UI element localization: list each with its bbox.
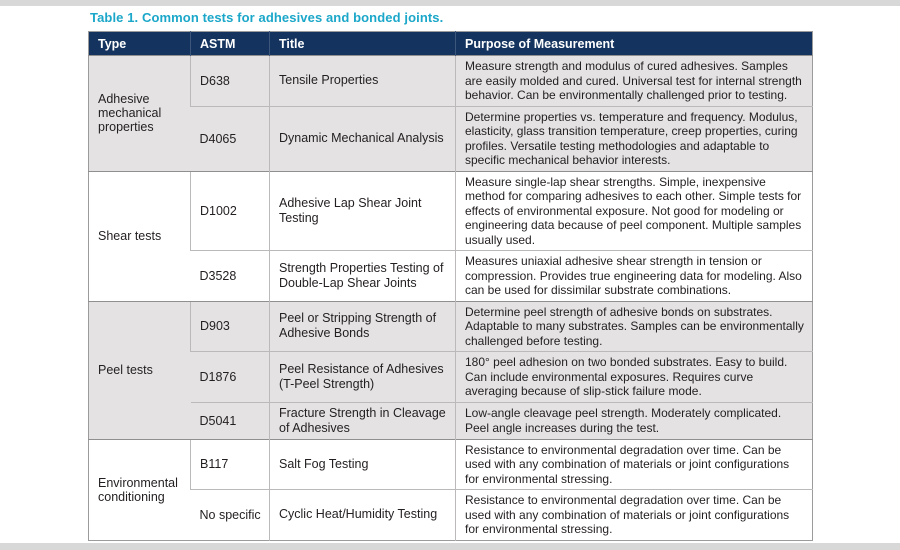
purpose-cell: Resistance to environmental degradation over time. Can be used with any combination of materials or joint configurations for environmental stressing.	[456, 439, 813, 490]
purpose-cell: Determine peel strength of adhesive bonds on substrates. Adaptable to many substrates. Samples can be environmentally challenged before testing.	[456, 301, 813, 352]
adhesive-tests-table	[88, 31, 813, 541]
title-cell: Cyclic Heat/Humidity Testing	[270, 490, 456, 541]
title-cell: Adhesive Lap Shear Joint Testing	[270, 171, 456, 251]
astm-cell: D5041	[191, 402, 270, 439]
bottom-border-strip	[0, 543, 900, 550]
astm-cell: D4065	[191, 106, 270, 171]
type-cell: Adhesive mechanical properties	[89, 56, 191, 172]
top-border-strip	[0, 0, 900, 6]
astm-cell: D1002	[191, 171, 270, 251]
type-cell: Environmental conditioning	[89, 439, 191, 540]
table-row	[89, 171, 813, 251]
table-row	[89, 251, 813, 302]
column-header-purpose-of-measurement: Purpose of Measurement	[456, 32, 813, 56]
purpose-cell: Measures uniaxial adhesive shear strength in tension or compression. Provides true engineering data for modeling. Also can be used for dissimilar substrate combinations.	[456, 251, 813, 302]
astm-cell: D638	[191, 56, 270, 107]
astm-cell: D903	[191, 301, 270, 352]
table-row	[89, 402, 813, 439]
purpose-cell: Measure single-lap shear strengths. Simple, inexpensive method for comparing adhesives to each other. Simple tests for effects of environmental exposure. Not good for modeling or engineering data because of peel component. Multiple samples usually used.	[456, 171, 813, 251]
title-cell: Fracture Strength in Cleavage of Adhesives	[270, 402, 456, 439]
type-cell: Peel tests	[89, 301, 191, 439]
title-cell: Strength Properties Testing of Double-Lap Shear Joints	[270, 251, 456, 302]
astm-cell: D3528	[191, 251, 270, 302]
table-row	[89, 490, 813, 541]
column-header-title: Title	[270, 32, 456, 56]
title-cell: Dynamic Mechanical Analysis	[270, 106, 456, 171]
title-cell: Tensile Properties	[270, 56, 456, 107]
purpose-cell: Low-angle cleavage peel strength. Moderately complicated. Peel angle increases during the test.	[456, 402, 813, 439]
table-row	[89, 56, 813, 107]
astm-cell: No specific	[191, 490, 270, 541]
astm-cell: B117	[191, 439, 270, 490]
type-cell: Shear tests	[89, 171, 191, 301]
table-row	[89, 352, 813, 403]
column-header-type: Type	[89, 32, 191, 56]
table-header-row	[89, 32, 813, 56]
table-row	[89, 106, 813, 171]
purpose-cell: Measure strength and modulus of cured adhesives. Samples are easily molded and cured. Universal test for internal strength behavior. Can be environmentally challenged prior to testing.	[456, 56, 813, 107]
astm-cell: D1876	[191, 352, 270, 403]
purpose-cell: 180° peel adhesion on two bonded substrates. Easy to build. Can include environmental exposures. Requires curve averaging because of slip-stick failure mode.	[456, 352, 813, 403]
column-header-astm: ASTM	[191, 32, 270, 56]
title-cell: Salt Fog Testing	[270, 439, 456, 490]
table-caption: Table 1. Common tests for adhesives and bonded joints.	[90, 10, 444, 25]
title-cell: Peel or Stripping Strength of Adhesive Bonds	[270, 301, 456, 352]
purpose-cell: Determine properties vs. temperature and frequency. Modulus, elasticity, glass transition temperature, creep properties, curing profiles. Versatile testing methodologies and adaptable to specific mechanical behavior interests.	[456, 106, 813, 171]
table-row	[89, 439, 813, 490]
table-row	[89, 301, 813, 352]
purpose-cell: Resistance to environmental degradation over time. Can be used with any combination of materials or joint configurations for environmental stressing.	[456, 490, 813, 541]
title-cell: Peel Resistance of Adhesives (T-Peel Strength)	[270, 352, 456, 403]
